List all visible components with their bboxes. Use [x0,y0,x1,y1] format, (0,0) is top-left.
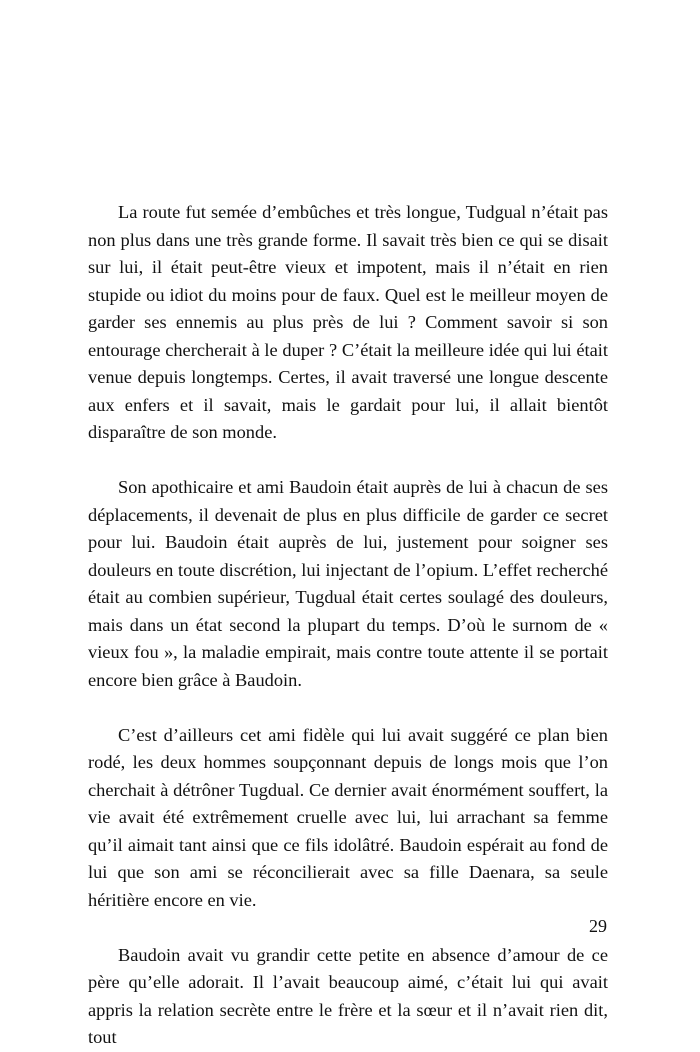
page-number: 29 [589,916,607,936]
paragraph-1: La route fut semée d’embûches et très longue, Tudgual n’était pas non plus dans une très grande forme. Il savait très bien ce qui se disait sur lui, il était peut-être vieux et impotent, mais il n’était en rien stupide ou idiot du moins pour de faux. Quel est le meilleur moyen de garder ses ennemis au plus près de lui ? Comment savoir si son entourage chercherait à le duper ? C’était la meilleure idée qui lui était venue depuis longtemps. Certes, il avait traversé une longue descente aux enfers et il savait, mais le gardait pour lui, il allait bientôt disparaître de son monde. [88,202,608,442]
paragraph-3: C’est d’ailleurs cet ami fidèle qui lui avait suggéré ce plan bien rodé, les deux hommes soupçonnant depuis de longs mois que l’on cherchait à détrôner Tugdual. Ce dernier avait énormément souffert, la vie avait été extrêmement cruelle avec lui, lui arrachant sa femme qu’il aimait tant ainsi que ce fils idolâtré. Baudoin espérait au fond de lui que son ami se réconcilierait avec sa fille Daenara, sa seule héritière encore en vie. [88,724,608,910]
paragraph-2: Son apothicaire et ami Baudoin était auprès de lui à chacun de ses déplacements, il devenait de plus en plus difficile de garder ce secret pour lui. Baudoin était auprès de lui, justement pour soigner ses douleurs en toute discrétion, lui injectant de l’opium. L’effet recherché était au combien supérieur, Tugdual était certes soulagé des douleurs, mais dans un état second la plupart du temps. D’où le surnom de « vieux fou », la maladie empirait, mais contre toute attente il se portait encore bien grâce à Baudoin. [88,477,608,690]
paragraph-4: Baudoin avait vu grandir cette petite en absence d’amour de ce père qu’elle adorait. Il l’avait beaucoup aimé, c’était lui qui avait appris la relation secrète entre le frère et la sœur et il n’avait rien dit, tout [88,944,608,1047]
body-text [88,199,608,1052]
